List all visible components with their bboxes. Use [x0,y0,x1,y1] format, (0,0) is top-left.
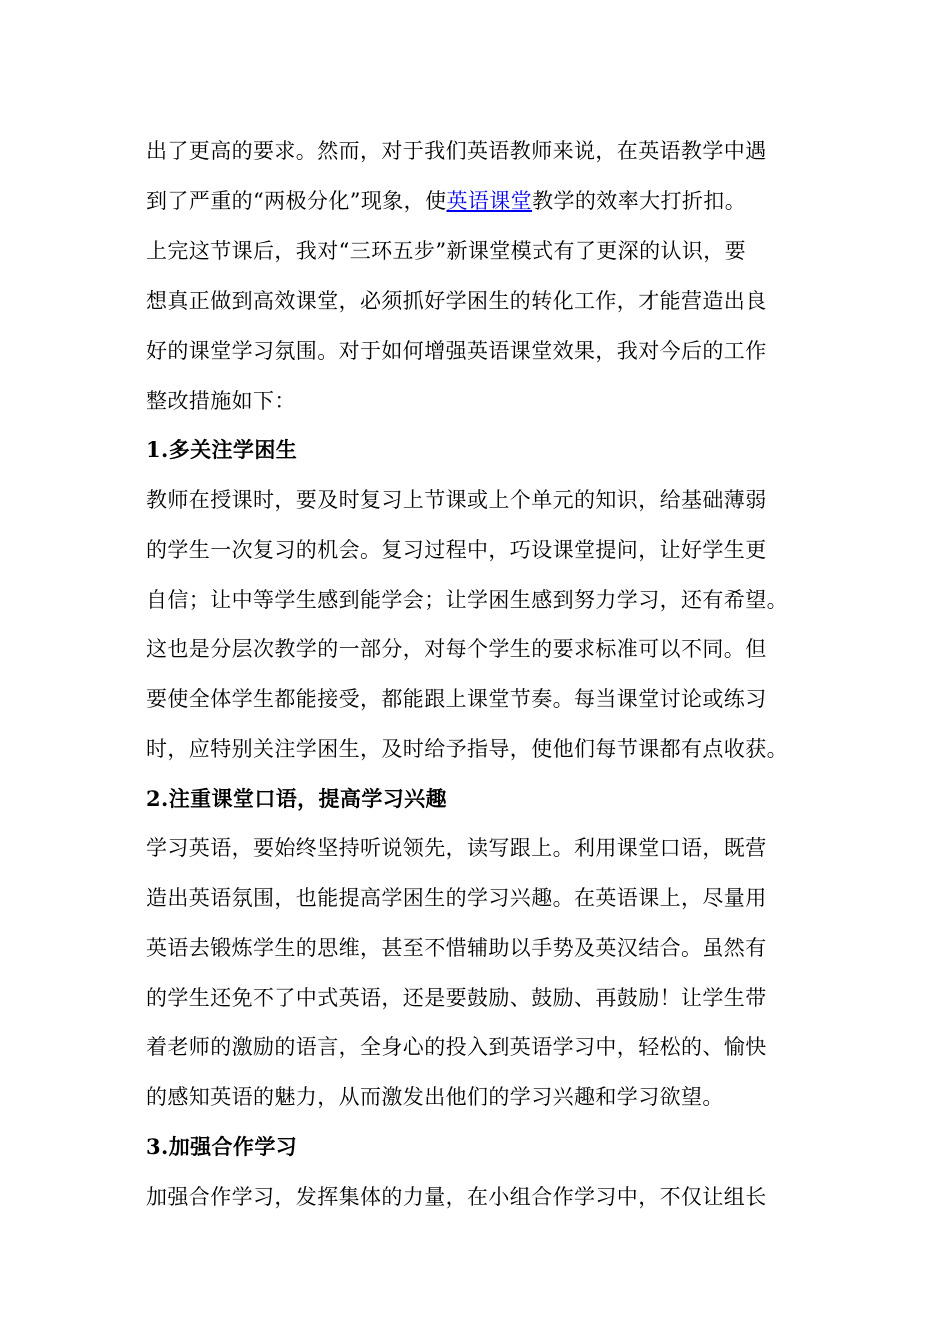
text-before-link: 到了严重的“两极分化”现象，使 [146,189,447,213]
paragraph-line: 时，应特别关注学困生，及时给予指导，使他们每节课都有点收获。 [146,737,788,761]
paragraph-line-with-link [146,176,816,226]
paragraph-line: 着老师的激励的语言，全身心的投入到英语学习中，轻松的、愉快 [146,1035,767,1059]
section-heading: 3.加强合作学习 [146,1134,298,1159]
paragraph-line: 教师在授课时，要及时复习上节课或上个单元的知识，给基础薄弱 [146,488,767,512]
paragraph-line: 的学生一次复习的机会。复习过程中，巧设课堂提问，让好学生更 [146,538,767,562]
paragraph-line: 要使全体学生都能接受，都能跟上课堂节奏。每当课堂讨论或练习 [146,687,767,711]
paragraph-line: 上完这节课后，我对“三环五步”新课堂模式有了更深的认识，要 [146,239,747,263]
paragraph-line: 加强合作学习，发挥集体的力量，在小组合作学习中，不仅让组长 [146,1185,767,1209]
english-classroom-link[interactable]: 英语课堂 [446,189,533,213]
paragraph-line: 这也是分层次教学的一部分，对每个学生的要求标准可以不同。但 [146,637,767,661]
section-heading: 2.注重课堂口语，提高学习兴趣 [146,786,447,811]
paragraph-line: 的感知英语的魅力，从而激发出他们的学习兴趣和学习欲望。 [146,1085,724,1109]
paragraph-line: 出了更高的要求。然而，对于我们英语教师来说，在英语教学中遇 [146,139,767,163]
paragraph-line: 的学生还免不了中式英语，还是要鼓励、鼓励、再鼓励！让学生带 [146,986,767,1010]
text-after-link: 教学的效率大打折扣。 [532,189,747,213]
paragraph-line: 好的课堂学习氛围。对于如何增强英语课堂效果，我对今后的工作 [146,339,767,363]
paragraph-line: 学习英语，要始终坚持听说领先，读写跟上。利用课堂口语，既营 [146,836,767,860]
section-heading: 1.多关注学困生 [146,437,298,462]
paragraph-line: 整改措施如下： [146,389,296,413]
paragraph-line: 英语去锻炼学生的思维，甚至不惜辅助以手势及英汉结合。虽然有 [146,936,767,960]
paragraph-line: 自信；让中等学生感到能学会；让学困生感到努力学习，还有希望。 [146,588,788,612]
paragraph-line: 造出英语氛围，也能提高学困生的学习兴趣。在英语课上，尽量用 [146,886,767,910]
paragraph-line: 想真正做到高效课堂，必须抓好学困生的转化工作，才能营造出良 [146,289,767,313]
